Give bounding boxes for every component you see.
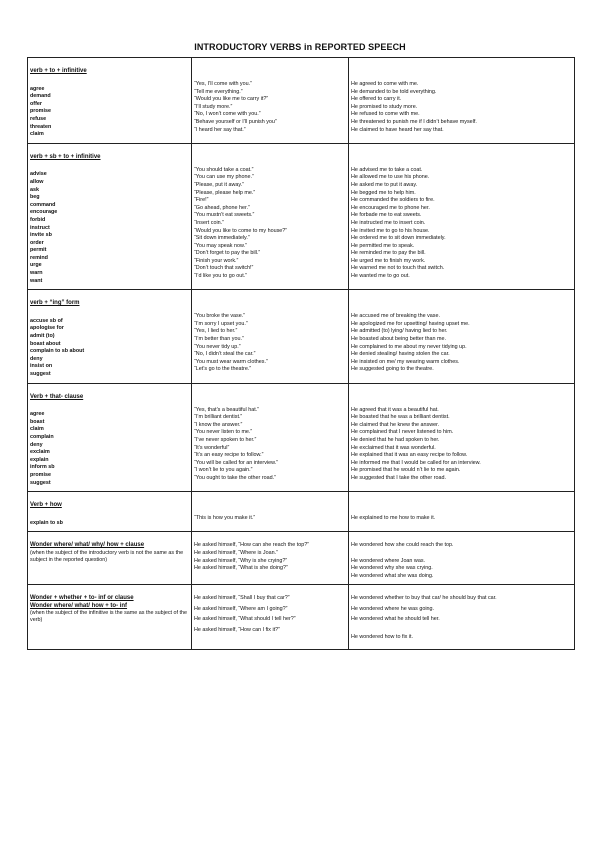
verb-label: exclaim xyxy=(30,449,50,456)
reported-speech: He explained that it was an easy recipe to follow. xyxy=(351,452,468,459)
verb-label: allow xyxy=(30,178,44,185)
reported-speech: He agreed that it was a beautiful hat. xyxy=(351,406,439,413)
reported-speech: He forbade me to eat sweets. xyxy=(351,212,422,219)
section-note: (when the subject of the infinitive is the same as the subject of the verb) xyxy=(30,610,188,624)
spacer xyxy=(194,502,346,515)
reported-speech: He refused to come with me. xyxy=(351,111,420,118)
reported-speech: He invited me to go to his house. xyxy=(351,227,430,234)
direct-speech: “Yes, I lied to her.” xyxy=(194,328,238,335)
section-heading: verb + “ing” form xyxy=(30,300,80,307)
section-heading: Wonder + whether + to- inf or clause xyxy=(30,595,134,602)
verb-label: apologise for xyxy=(30,325,64,332)
verb-label: advise xyxy=(30,171,47,178)
spacer xyxy=(351,300,572,313)
section-heading: verb + to + infinitive xyxy=(30,68,87,74)
reported-speech-column xyxy=(349,290,575,383)
reported-speech: He asked me to put it away. xyxy=(351,181,418,188)
reported-speech: He boasted about being better than me. xyxy=(351,336,447,343)
verb-label: permit xyxy=(30,247,47,254)
direct-speech: “Don’t touch that switch!” xyxy=(194,265,254,272)
verb-label: admit (to) xyxy=(30,333,55,340)
direct-speech: He asked himself, “Shall I buy that car?” xyxy=(194,595,290,602)
reported-speech-column xyxy=(349,58,575,144)
gap xyxy=(351,523,572,527)
direct-speech: “It’s wonderful” xyxy=(194,444,230,451)
direct-speech: “Would you like me to carry it?” xyxy=(194,96,269,103)
verb-label: claim xyxy=(30,131,44,138)
verb-label: offer xyxy=(30,100,42,107)
verb-column xyxy=(28,532,192,585)
gap xyxy=(194,134,346,138)
reported-speech: He admitted (to) lying/ having lied to her. xyxy=(351,328,448,335)
direct-speech-column xyxy=(192,383,349,492)
verb-label: explain to sb xyxy=(30,519,63,526)
reported-speech: He promised to study more. xyxy=(351,103,418,110)
reported-speech: He complained that I never listened to him. xyxy=(351,429,454,436)
direct-speech-column xyxy=(192,585,349,649)
verb-label: invite sb xyxy=(30,232,52,239)
section-heading: Wonder where/ what/ why/ how + clause xyxy=(30,542,145,549)
direct-speech-column xyxy=(192,58,349,144)
spacer xyxy=(194,154,346,167)
direct-speech: “You will be called for an interview.” xyxy=(194,459,278,466)
gap xyxy=(194,573,346,577)
verb-label: beg xyxy=(30,194,40,201)
reported-speech: He wondered why she was crying. xyxy=(351,565,433,572)
direct-speech: “Tell me everything.” xyxy=(194,88,243,95)
reported-speech: He commanded the soldiers to fire. xyxy=(351,197,435,204)
section-row xyxy=(28,532,575,585)
verb-column xyxy=(28,492,192,532)
direct-speech: “This is how you make it.” xyxy=(194,515,256,522)
section-row xyxy=(28,585,575,649)
verb-label: inform sb xyxy=(30,464,55,471)
gap xyxy=(351,483,572,487)
section-row xyxy=(28,58,575,144)
reported-speech: He promised that he would n’t lie to me again. xyxy=(351,467,461,474)
direct-speech: “You should take a coat.” xyxy=(194,166,254,173)
reported-speech: He offered to carry it. xyxy=(351,96,402,103)
spacer xyxy=(194,394,346,407)
direct-speech: “I’m sorry I upset you.” xyxy=(194,320,248,327)
direct-speech: “Let’s go to the theatre.” xyxy=(194,366,252,373)
gap xyxy=(30,379,189,383)
verb-label: agree xyxy=(30,411,45,418)
reported-speech-column xyxy=(349,532,575,585)
direct-speech: “Insert coin.” xyxy=(194,219,224,226)
direct-speech-column xyxy=(192,143,349,290)
verb-label: demand xyxy=(30,93,51,100)
direct-speech: “I’m brilliant dentist.” xyxy=(194,414,243,421)
direct-speech: “No, I didn’t steal the car.” xyxy=(194,351,256,358)
direct-speech: “Behave yourself or I’ll punish you” xyxy=(194,118,277,125)
reported-speech: He advised me to take a coat. xyxy=(351,166,423,173)
direct-speech: “I heard her say that.” xyxy=(194,126,246,133)
verbs-table xyxy=(27,57,575,650)
reported-speech: He wondered how she could reach the top. xyxy=(351,542,454,549)
reported-speech: He instructed me to insert coin. xyxy=(351,219,426,226)
verb-label: warn xyxy=(30,270,43,277)
reported-speech: He complained to me about my never tidying up. xyxy=(351,343,467,350)
section-note: (when the subject of the introductory verb is not the same as the subject in the reported question) xyxy=(30,549,184,563)
direct-speech: “I’ve never spoken to her.” xyxy=(194,436,257,443)
direct-speech: “Finish your work.” xyxy=(194,257,239,264)
verb-column xyxy=(28,585,192,649)
verb-column xyxy=(28,290,192,383)
verb-column xyxy=(28,143,192,290)
gap xyxy=(351,134,572,138)
reported-speech: He claimed that he knew the answer. xyxy=(351,421,440,428)
reported-speech: He ordered me to sit down immediately. xyxy=(351,235,446,242)
direct-speech: He asked himself, “How can I fix it?” xyxy=(194,627,280,634)
spacer xyxy=(351,68,572,81)
direct-speech: He asked himself, “Why is she crying?” xyxy=(194,557,288,564)
spacer xyxy=(194,68,346,81)
direct-speech: “You ought to take the other road.” xyxy=(194,474,276,481)
gap xyxy=(351,645,572,649)
reported-speech: He wanted me to go out. xyxy=(351,273,410,280)
direct-speech: “You mustn’t eat sweets.” xyxy=(194,212,255,219)
verb-label: agree xyxy=(30,85,45,92)
verb-label: complain to sb about xyxy=(30,348,85,355)
verb-label: threaten xyxy=(30,123,52,130)
verb-label: urge xyxy=(30,262,42,269)
direct-speech: “I’d like you to go out.” xyxy=(194,273,248,280)
spacer xyxy=(351,394,572,407)
reported-speech: He agreed to come with me. xyxy=(351,81,419,87)
reported-speech: He boasted that he was a brilliant dentist. xyxy=(351,414,450,421)
direct-speech: “Yes, I’ll come with you.” xyxy=(194,81,252,87)
reported-speech: He informed me that I would be called for an interview. xyxy=(351,459,481,466)
direct-speech: He asked himself, “What is she doing?” xyxy=(194,565,288,572)
reported-speech: He suggested that I take the other road. xyxy=(351,474,446,481)
verb-label: boast xyxy=(30,418,45,425)
direct-speech: “You never listen to me.” xyxy=(194,429,253,436)
reported-speech: He permitted me to speak. xyxy=(351,242,415,249)
verb-label: deny xyxy=(30,355,43,362)
verb-label: suggest xyxy=(30,479,51,486)
direct-speech: “Yes, that’s a beautiful hat.” xyxy=(194,406,260,413)
reported-speech: He wondered where he was going. xyxy=(351,605,435,612)
direct-speech: “I know the answer.” xyxy=(194,421,243,428)
verb-label: complain xyxy=(30,433,54,440)
verb-label: accuse sb of xyxy=(30,317,63,324)
page-title: INTRODUCTORY VERBS in REPORTED SPEECH xyxy=(194,42,406,52)
reported-speech: He threatened to punish me if I didn’t behave myself. xyxy=(351,118,477,125)
section-row xyxy=(28,143,575,290)
reported-speech-column xyxy=(349,585,575,649)
direct-speech: He asked himself, “Where am I going?” xyxy=(194,605,288,612)
reported-speech: He accused me of breaking the vase. xyxy=(351,313,440,320)
gap xyxy=(194,281,346,285)
verb-label: boast about xyxy=(30,340,61,347)
gap xyxy=(351,281,572,285)
verb-label: explain xyxy=(30,456,49,463)
reported-speech: He wondered where Joan was. xyxy=(351,557,426,564)
reported-speech: He claimed to have heard her say that. xyxy=(351,126,444,133)
direct-speech: “Don’t forget to pay the bill.” xyxy=(194,250,261,257)
gap xyxy=(30,527,189,531)
reported-speech: He warned me not to touch that switch. xyxy=(351,265,445,272)
reported-speech: He apologized me for upsetting/ having upset me. xyxy=(351,320,470,327)
direct-speech-column xyxy=(192,492,349,532)
reported-speech-column xyxy=(349,492,575,532)
direct-speech: “I’ll study more.” xyxy=(194,103,233,110)
reported-speech: He denied stealing/ having stolen the car. xyxy=(351,351,450,358)
verb-column xyxy=(28,58,192,144)
direct-speech: “Please, put it away.” xyxy=(194,181,244,188)
direct-speech: “It’s an easy recipe to follow.” xyxy=(194,452,264,459)
section-row xyxy=(28,383,575,492)
reported-speech: He wondered what he should tell her. xyxy=(351,616,440,623)
gap xyxy=(30,624,189,628)
reported-speech: He insisted on me/ my wearing warm clothes. xyxy=(351,358,460,365)
direct-speech: “You broke the vase.” xyxy=(194,313,246,320)
verb-label: command xyxy=(30,201,56,208)
reported-speech: He reminded me to pay the bill. xyxy=(351,250,426,257)
section-row xyxy=(28,290,575,383)
verb-label: order xyxy=(30,239,44,246)
reported-speech: He wondered whether to buy that car/ he should buy that car. xyxy=(351,595,497,602)
reported-speech: He exclaimed that it was wonderful. xyxy=(351,444,436,451)
reported-speech: He denied that he had spoken to her. xyxy=(351,436,440,443)
gap xyxy=(194,523,346,527)
direct-speech: “I won’t lie to you again.” xyxy=(194,467,253,474)
section-heading: verb + sb + to + infinitive xyxy=(30,153,101,160)
section-row xyxy=(28,492,575,532)
verb-label: insist on xyxy=(30,363,53,370)
gap xyxy=(194,374,346,378)
direct-speech: He asked himself, “Where is Joan.” xyxy=(194,549,278,556)
verb-label: promise xyxy=(30,471,51,478)
verb-label: ask xyxy=(30,186,39,193)
direct-speech: He asked himself, “What should I tell her?” xyxy=(194,616,296,623)
direct-speech: “Go ahead, phone her.” xyxy=(194,204,250,211)
direct-speech: “Would you like to come to my house?” xyxy=(194,227,288,234)
reported-speech: He allowed me to use his phone. xyxy=(351,174,430,181)
spacer xyxy=(351,502,572,515)
direct-speech: “You can use my phone.” xyxy=(194,174,254,181)
direct-speech: “No, I won’t come with you.” xyxy=(194,111,261,118)
reported-speech: He wondered what she was doing. xyxy=(351,572,434,579)
verb-label: promise xyxy=(30,108,51,115)
gap xyxy=(30,487,189,491)
reported-speech-column xyxy=(349,383,575,492)
direct-speech: “Fire!” xyxy=(194,197,209,204)
reported-speech-column xyxy=(349,143,575,290)
verb-column xyxy=(28,383,192,492)
verb-label: forbid xyxy=(30,216,46,223)
direct-speech-column xyxy=(192,290,349,383)
direct-speech-column xyxy=(192,532,349,585)
gap xyxy=(30,139,189,143)
verb-label: deny xyxy=(30,441,43,448)
gap xyxy=(194,638,346,642)
spacer xyxy=(194,300,346,313)
direct-speech: “Please, please help me.” xyxy=(194,189,256,196)
direct-speech: He asked himself, “How can she reach the top?” xyxy=(194,542,310,549)
reported-speech: He suggested going to the theatre. xyxy=(351,366,434,373)
reported-speech: He explained to me how to make it. xyxy=(351,515,436,522)
direct-speech: “I’m better than you.” xyxy=(194,336,244,343)
direct-speech: “You may speak now.” xyxy=(194,242,247,249)
verb-label: remind xyxy=(30,254,48,261)
direct-speech: “Sit down immediately.” xyxy=(194,235,250,242)
spacer xyxy=(351,154,572,167)
gap xyxy=(351,374,572,378)
verb-label: claim xyxy=(30,426,44,433)
section-heading: Verb + how xyxy=(30,502,62,509)
gap xyxy=(30,564,189,568)
reported-speech: He demanded to be told everything. xyxy=(351,88,437,95)
direct-speech: “You never tidy up.” xyxy=(194,343,241,350)
verb-label: refuse xyxy=(30,115,47,122)
verb-label: suggest xyxy=(30,371,51,377)
gap xyxy=(351,580,572,584)
reported-speech: He encouraged me to phone her. xyxy=(351,204,430,211)
direct-speech: “You must wear warm clothes.” xyxy=(194,358,268,365)
reported-speech: He begged me to help him. xyxy=(351,189,416,196)
gap xyxy=(30,285,189,289)
gap xyxy=(194,483,346,487)
section-heading: Wonder where/ what/ how + to- inf xyxy=(30,602,128,609)
reported-speech: He urged me to finish my work. xyxy=(351,257,426,264)
verb-label: encourage xyxy=(30,209,58,216)
verb-label: instruct xyxy=(30,224,50,231)
verb-label: want xyxy=(30,277,43,284)
section-heading: Verb + that- clause xyxy=(30,393,84,400)
reported-speech: He wondered how to fix it. xyxy=(351,634,414,641)
